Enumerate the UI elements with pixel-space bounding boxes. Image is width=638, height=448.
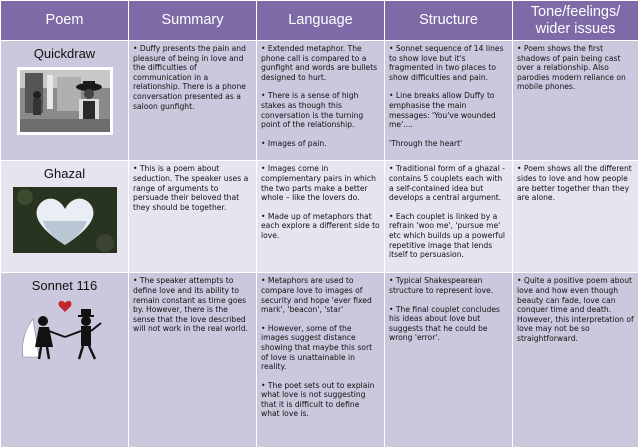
structure-point: 'Through the heart' [389, 139, 508, 149]
header-row [1, 1, 638, 41]
poem-title: Ghazal [4, 166, 125, 181]
ghazal-image [13, 187, 117, 253]
wedding-couple-image [15, 299, 115, 363]
table-row-quickdraw [1, 41, 638, 161]
structure-point: • The final couplet concludes his ideas about love but suggests that he could be wrong 'error'. [389, 305, 508, 343]
structure-point: • Sonnet sequence of 14 lines to show love but it's fragmented in two places to show difficulties and pain. [389, 44, 508, 82]
table-row-sonnet-116 [1, 273, 638, 448]
poem-cell [1, 161, 129, 273]
summary-cell [129, 41, 257, 161]
tone-text: • Quite a positive poem about love and how even though beauty can fade, love can conquer time and death. However, this interpretation of love may not be so straightforward. [517, 276, 634, 343]
language-point: • Images of pain. [261, 139, 380, 149]
language-cell [257, 273, 385, 448]
poem-title: Sonnet 116 [4, 278, 125, 293]
structure-cell [385, 41, 513, 161]
summary-cell [129, 161, 257, 273]
heart-icon [58, 301, 71, 312]
structure-point: • Traditional form of a ghazal - contains 5 couplets each with a self-contained idea but develops a central argument. [389, 164, 508, 202]
language-point: • There is a sense of high stakes as though this conversation is the turning point of the relationship. [261, 91, 380, 129]
header-poem: Poem [1, 1, 129, 41]
language-point: • Images come in complementary pairs in which the two parts make a better whole – like the lovers do. [261, 164, 380, 202]
structure-point: • Line breaks allow Duffy to emphasise the main messages: 'You've wounded me'.... [389, 91, 508, 129]
header-language: Language [257, 1, 385, 41]
tone-text: • Poem shows all the different sides to love and how people are better together than they are alone. [517, 164, 634, 202]
tone-cell [513, 273, 638, 448]
language-cell [257, 41, 385, 161]
table-row-ghazal [1, 161, 638, 273]
language-point: • Metaphors are used to compare love to images of security and hope 'ever fixed mark', 'beacon', 'star' [261, 276, 380, 314]
language-point: • However, some of the images suggest distance showing that maybe this sort of love is unattainable in reality. [261, 324, 380, 372]
structure-cell [385, 273, 513, 448]
poem-cell [1, 273, 129, 448]
structure-cell [385, 161, 513, 273]
language-point: • Extended metaphor. The phone call is compared to a gunfight and words are bullets designed to hurt. [261, 44, 380, 82]
header-summary: Summary [129, 1, 257, 41]
structure-point: • Each couplet is linked by a refrain 'woo me', 'pursue me' etc which builds up a powerful repetitive image that lends itself to persuasion. [389, 212, 508, 260]
quickdraw-image [17, 67, 113, 135]
poem-cell [1, 41, 129, 161]
language-cell [257, 161, 385, 273]
language-point: • Made up of metaphors that each explore a different side to love. [261, 212, 380, 241]
summary-text: • This is a poem about seduction. The speaker uses a range of arguments to persuade their beloved that they should be together. [133, 164, 252, 212]
tone-text: • Poem shows the first shadows of pain being cast over a relationship. Also parodies modern reliance on mobile phones. [517, 44, 634, 92]
summary-text: • The speaker attempts to define love and its ability to remain constant as time goes by. However, there is the sense that the love described will not work in the real world. [133, 276, 252, 334]
header-tone: Tone/feelings/ wider issues [513, 1, 638, 41]
language-point: • The poet sets out to explain what love is not suggesting that it is difficult to define what love is. [261, 381, 380, 419]
summary-cell [129, 273, 257, 448]
summary-text: • Duffy presents the pain and pleasure of being in love and the difficulties of communication in a relationship. There is a phone conversation presented as a saloon gunfight. [133, 44, 252, 111]
header-structure: Structure [385, 1, 513, 41]
tone-cell [513, 41, 638, 161]
tone-cell [513, 161, 638, 273]
poem-title: Quickdraw [4, 46, 125, 61]
structure-point: • Typical Shakespearean structure to represent love. [389, 276, 508, 295]
